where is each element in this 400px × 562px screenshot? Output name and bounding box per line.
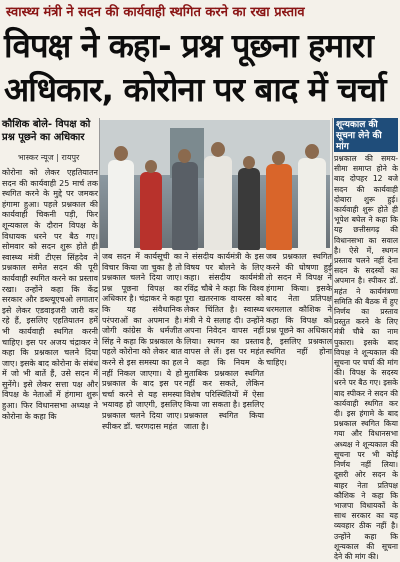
kicker-headline: स्वास्थ्य मंत्री ने सदन की कार्यवाही स्थगित करने का रखा प्रस्ताव — [6, 5, 305, 20]
sidebar-box — [334, 118, 398, 561]
photo-person-dark — [238, 168, 260, 250]
column-divider — [332, 118, 333, 400]
article-column-mid-2: ने संसदीय कार्यमंत्री के इस विषय पर बोलने के लिए कहा। संसदीय कार्यमंत्री रविंद्र चौबे ने कहा कि विश्व पूरा खतरनाक वायरस को लेकर चिंतित है। स्वास्थ्य मंत्री ने ये सलाह दी। उन्होंने अपना निवेदन वापस नहीं लिया। स्थगन का प्रस्ताव वापस ले लें। इस पर महंत ने कहा कि नियम के मुताबिक प्रश्नकाल स्थगित नहीं कर सकते, लेकिन विशेष परिस्थितियों में ऐसा किया जा सकता है। इसलिए प्रश्नकाल स्थगित किया जाता है। — [184, 252, 264, 431]
article-column-mid-3: जब प्रश्नकाल स्थगित करने की घोषणा हुई तो सदन में विपक्ष ने हंगामा किया। इसके बाद नेता प्रतिपक्ष धरमलाल कौशिक ने कहा कि विपक्ष को प्रश्न पूछने का अधिकार है, इसलिए प्रश्नकाल स्थगित नहीं होना चाहिए। — [266, 252, 332, 367]
photo-person-red-saree — [140, 172, 162, 250]
main-headline — [4, 24, 396, 116]
column-divider — [99, 118, 100, 400]
news-photo — [100, 120, 330, 248]
headline-line-1: विपक्ष ने कहा- प्रश्न पूछना हमारा — [4, 26, 373, 65]
byline: भास्कर न्यूज | रायपुर — [18, 153, 80, 162]
photo-person-orange-saree — [266, 164, 292, 250]
subheadline: कौशिक बोले- विपक्ष को प्रश्न पूछने का अधिकार — [2, 119, 91, 143]
photo-person-white-right — [298, 158, 326, 250]
photo-person-white-kurta — [108, 160, 134, 250]
article-column-left: कोरोना को लेकर एहतियातन सदन की कार्यवाही 25 मार्च तक स्थगित करने के मुद्दे पर जमकर हंगामा हुआ। पहले प्रश्नकाल की कार्यवाही चिकनी पड़ी, फिर शून्यकाल के दौरान विपक्ष के विधायक धरने पर बैठ गए। सोमवार को सदन शुरू होते ही स्वास्थ्य मंत्री टीएस सिंहदेव ने प्रश्नकाल समेत सदन की पूरी कार्यवाही स्थगित करने का प्रस्ताव रखा। उन्होंने कहा कि केंद्र सरकार और डब्ल्यूएचओ लगातार इसे लेकर एडवाइजरी जारी कर रहे हैं, इसलिए एहतियातन हमें भी कार्यवाही स्थगित करनी चाहिए। इस पर अजय चंद्राकर ने कहा कि प्रश्नकाल चलने दिया जाए। इसके बाद कोरोना के संबंध में जो भी बातें हैं, उसे सदन में सुनेंगे। इसे लेकर सत्ता पक्ष और विपक्ष के नेताओं में हंगामा शुरू हुआ। फिर विधानसभा अध्यक्ष ने कोरोना के कहा कि — [2, 168, 98, 421]
sidebar-text: प्रश्नकाल की समय-सीमा समाप्त होने के बाद दोपहर 12 बजे सदन की कार्यवाही दोबारा शुरू हुई। कार्यवाही शुरू होते ही भूपेश बघेल ने कहा कि यह छत्तीसगढ़ की विधानसभा का सवाल है। ऐसे में, स्थगन प्रस्ताव चलने नहीं देना सदन के सदस्यों का अपमान है। स्पीकर डॉ. महंत ने कार्यमंत्रणा समिति की बैठक में हुए निर्णय का प्रस्ताव प्रस्तुत करने के लिए मंत्री चौबे का नाम पुकारा। इसके बाद विपक्ष ने शून्यकाल की सूचना पर चर्चा की मांग की। विपक्ष के सदस्य धरने पर बैठ गए। इसके बाद स्पीकर ने सदन की कार्यवाही स्थगित कर दी। इस हंगामे के बाद प्रश्नकाल स्थगित किया गया और विधानसभा अध्यक्ष ने शून्यकाल की सूचना पर भी कोई निर्णय नहीं लिया। दूसरी ओर सदन के बाहर नेता प्रतिपक्ष कौशिक ने कहा कि भाजपा विधायकों के साथ सरकार का यह व्यवहार ठीक नहीं है। उन्होंने कहा कि शून्यकाल की सूचना देने की मांग की। — [334, 154, 398, 561]
sidebar-title: शून्यकाल की सूचना लेने की मांग — [334, 118, 398, 152]
article-column-mid-1: जब सदन में कार्यसूची का विचार किया जा चुका है तो प्रश्नकाल चलने दिया जाए। प्रश्न पूछना विपक्ष का अधिकार है। चंद्राकर ने कहा कि यह संवैधानिक परंपराओं का अपमान है। जोगी कांग्रेस के धर्मजीत सिंह ने कहा कि प्रश्नकाल के पहले कोरोना को लेकर बात करने से इस समस्या का हल नहीं निकल जाएगा। ये हो प्रश्नकाल के बाद इस पर चर्चा करने से यह समस्या भयावह हो जाएगी, इसलिए प्रश्नकाल चलने दिया जाए। स्पीकर डॉ. चरणदास महंत — [102, 252, 182, 431]
headline-line-2: अधिकार, कोरोना पर बाद में चर्चा — [4, 70, 386, 109]
photo-person-white-shirt — [204, 156, 232, 250]
photo-person-grey-jacket — [172, 162, 198, 250]
